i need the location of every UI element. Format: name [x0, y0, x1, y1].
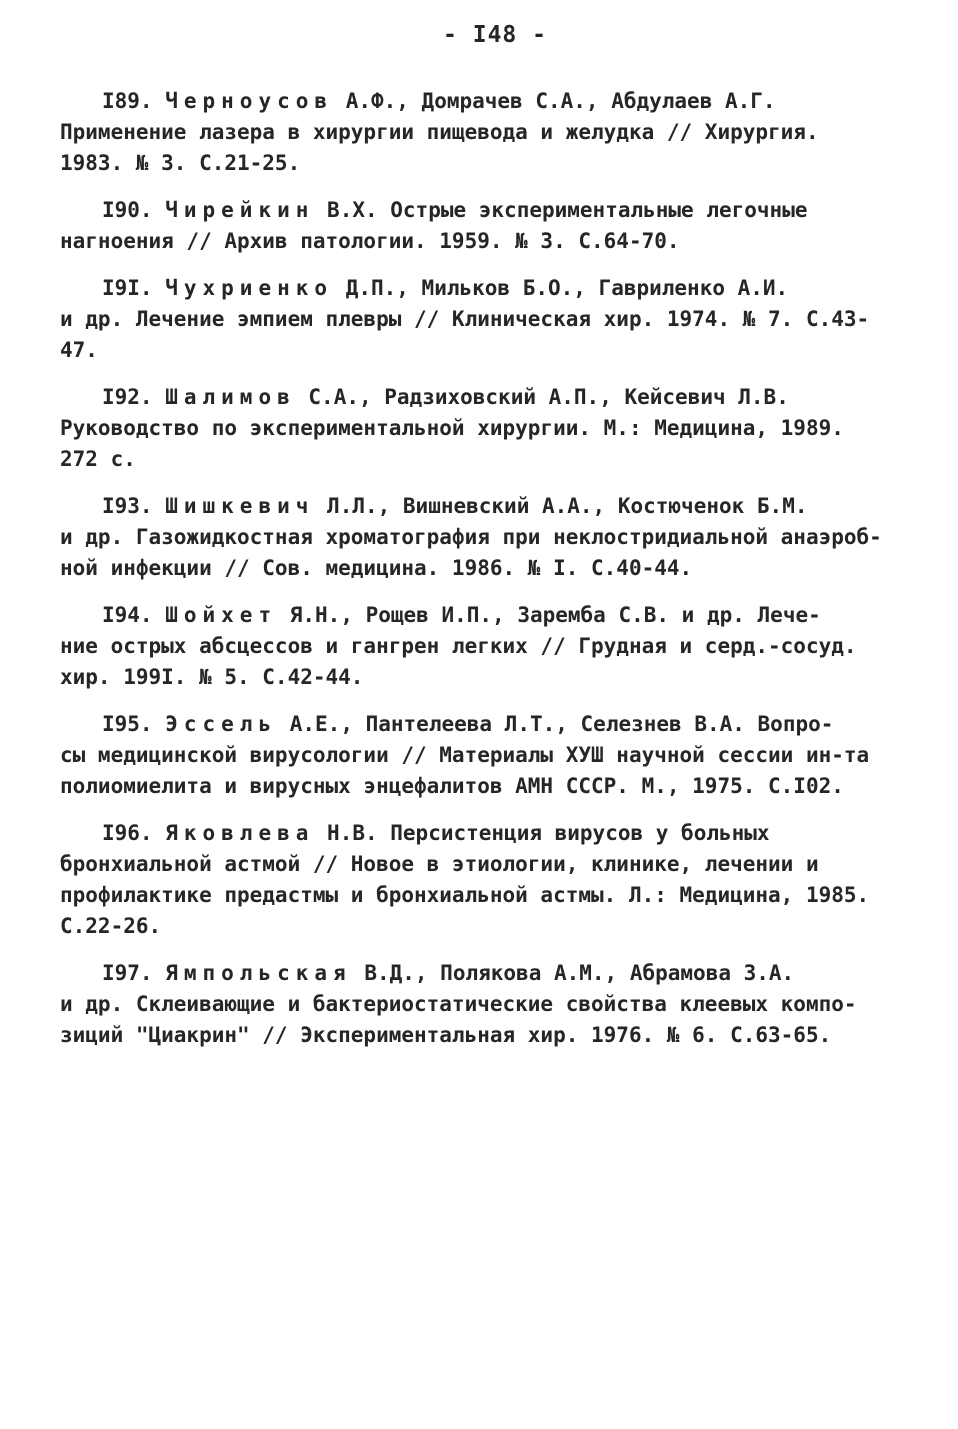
- reference-author: Ямпольская: [165, 961, 352, 985]
- reference-author: Шойхет: [165, 603, 278, 627]
- reference-number: I94.: [102, 603, 153, 627]
- reference-author: Яковлева: [165, 821, 315, 845]
- reference-number: I9I.: [102, 276, 153, 300]
- reference-line: С.22-26.: [60, 914, 162, 938]
- reference-text: А.Е., Пантелеева Л.Т., Селезнев В.А. Вопро-: [289, 712, 834, 736]
- reference-line: ной инфекции // Сов. медицина. 1986. № I. С.40-44.: [60, 556, 693, 580]
- reference-line: нагноения // Архив патологии. 1959. № 3. С.64-70.: [60, 229, 680, 253]
- reference-first-line: [60, 273, 900, 304]
- reference-author: Чухриенко: [165, 276, 334, 300]
- reference-number: I89.: [102, 89, 153, 113]
- reference-author: Черноусов: [165, 89, 334, 113]
- page-number: - I48 -: [443, 22, 547, 48]
- reference-first-line: [60, 382, 900, 413]
- reference-line: бронхиальной астмой // Новое в этиологии, клинике, лечении и: [60, 852, 819, 876]
- reference-text: Н.В. Персистенция вирусов у больных: [327, 821, 770, 845]
- reference-line: 272 с.: [60, 447, 136, 471]
- reference-author: Шалимов: [165, 385, 296, 409]
- reference-first-line: [60, 818, 900, 849]
- reference-first-line: [60, 86, 900, 117]
- reference-first-line: [60, 709, 900, 740]
- reference-number: I93.: [102, 494, 153, 518]
- reference-line: 1983. № 3. С.21-25.: [60, 151, 301, 175]
- reference-author: Эссель: [165, 712, 278, 736]
- reference-text: Д.П., Мильков Б.О., Гавриленко А.И.: [345, 276, 789, 300]
- reference-entry: [60, 491, 900, 584]
- reference-number: I96.: [102, 821, 153, 845]
- reference-text: Я.Н., Рощев И.П., Заремба С.В. и др. Лече-: [289, 603, 821, 627]
- reference-line: зиций "Циакрин" // Экспериментальная хир. 1976. № 6. С.63-65.: [60, 1023, 832, 1047]
- reference-first-line: [60, 958, 900, 989]
- reference-text: В.Х. Острые экспериментальные легочные: [327, 198, 808, 222]
- reference-text: В.Д., Полякова А.М., Абрамова З.А.: [364, 961, 795, 985]
- reference-line: и др. Газожидкостная хроматография при неклостридиальной анаэроб-: [60, 525, 882, 549]
- reference-entry: [60, 86, 900, 179]
- reference-number: I97.: [102, 961, 153, 985]
- reference-entry: [60, 958, 900, 1051]
- reference-line: и др. Лечение эмпием плевры // Клиническая хир. 1974. № 7. С.43-: [60, 307, 870, 331]
- reference-number: I92.: [102, 385, 153, 409]
- reference-entry: [60, 195, 900, 257]
- reference-line: профилактике предастмы и бронхиальной астмы. Л.: Медицина, 1985.: [60, 883, 870, 907]
- reference-line: сы медицинской вирусологии // Материалы ХУШ научной сессии ин-та: [60, 743, 870, 767]
- reference-text: А.Ф., Домрачев С.А., Абдулаев А.Г.: [345, 89, 776, 113]
- reference-first-line: [60, 195, 900, 226]
- reference-author: Чирейкин: [165, 198, 315, 222]
- reference-text: С.А., Радзиховский А.П., Кейсевич Л.В.: [308, 385, 789, 409]
- reference-number: I95.: [102, 712, 153, 736]
- reference-line: и др. Склеивающие и бактериостатические свойства клеевых компо-: [60, 992, 857, 1016]
- reference-line: полиомиелита и вирусных энцефалитов АМН СССР. М., 1975. С.I02.: [60, 774, 844, 798]
- reference-line: 47.: [60, 338, 98, 362]
- reference-first-line: [60, 600, 900, 631]
- reference-text: Л.Л., Вишневский А.А., Костюченок Б.М.: [327, 494, 808, 518]
- reference-line: ние острых абсцессов и гангрен легких // Грудная и серд.-сосуд.: [60, 634, 857, 658]
- reference-line: хир. 199I. № 5. С.42-44.: [60, 665, 364, 689]
- reference-entry: [60, 709, 900, 802]
- reference-number: I90.: [102, 198, 153, 222]
- reference-list: [60, 86, 900, 1067]
- reference-entry: [60, 273, 900, 366]
- reference-entry: [60, 818, 900, 942]
- reference-entry: [60, 382, 900, 475]
- reference-line: Применение лазера в хирургии пищевода и желудка // Хирургия.: [60, 120, 819, 144]
- reference-first-line: [60, 491, 900, 522]
- reference-author: Шишкевич: [165, 494, 315, 518]
- reference-line: Руководство по экспериментальной хирургии. М.: Медицина, 1989.: [60, 416, 844, 440]
- reference-entry: [60, 600, 900, 693]
